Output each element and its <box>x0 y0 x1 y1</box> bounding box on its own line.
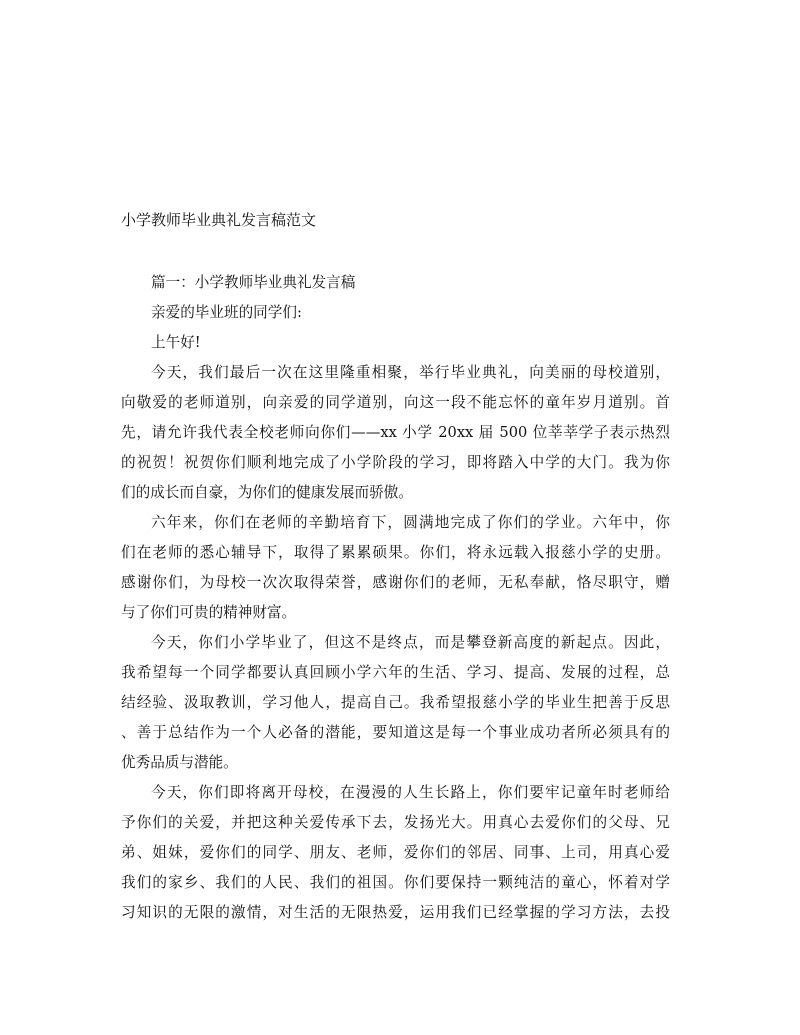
text-line: 予你们的关爱，并把这种关爱传承下去，发扬光大。用真心去爱你们的父母、兄 <box>121 814 670 831</box>
text-line: 的祝贺！祝贺你们顺利地完成了小学阶段的学习，即将踏入中学的大门。我为你 <box>121 454 670 471</box>
text-line: 今天，我们最后一次在这里隆重相聚，举行毕业典礼，向美丽的母校道别， <box>151 364 670 381</box>
text-line: 习知识的无限的激情，对生活的无限热爱，运用我们已经掌握的学习方法，去投 <box>121 904 670 921</box>
text-line: 先，请允许我代表全校老师向你们——xx 小学 20xx 届 500 位莘莘学子表示热烈 <box>121 424 670 441</box>
text-line: 向敬爱的老师道别，向亲爱的同学道别，向这一段不能忘怀的童年岁月道别。首 <box>121 394 670 411</box>
text-line: 今天，你们即将离开母校，在漫漫的人生长路上，你们要牢记童年时老师给 <box>151 784 670 801</box>
text-line: 优秀品质与潜能。 <box>121 754 238 771</box>
text-line: 篇一：小学教师毕业典礼发言稿 <box>151 274 356 291</box>
text-line: 们在老师的悉心辅导下，取得了累累硕果。你们，将永远载入报慈小学的史册。 <box>121 544 670 561</box>
text-line: 感谢你们，为母校一次次取得荣誉，感谢你们的老师，无私奉献，恪尽职守，赠 <box>121 574 670 591</box>
text-line: 们的成长而自豪，为你们的健康发展而骄傲。 <box>121 484 413 501</box>
text-line: 与了你们可贵的精神财富。 <box>121 604 297 621</box>
document-title: 小学教师毕业典礼发言稿范文 <box>121 211 317 229</box>
text-line: 结经验、汲取教训，学习他人，提高自己。我希望报慈小学的毕业生把善于反思 <box>121 694 670 711</box>
text-line: 六年来，你们在老师的辛勤培育下，圆满地完成了你们的学业。六年中，你 <box>151 514 670 531</box>
text-line: 我们的家乡、我们的人民、我们的祖国。你们要保持一颗纯洁的童心，怀着对学 <box>121 874 670 891</box>
document-body <box>121 268 670 928</box>
text-line: 上午好! <box>151 334 201 351</box>
text-line: 今天，你们小学毕业了，但这不是终点，而是攀登新高度的新起点。因此， <box>151 634 670 651</box>
text-line: 我希望每一个同学都要认真回顾小学六年的生活、学习、提高、发展的过程，总 <box>121 664 670 681</box>
text-line: 、善于总结作为一个人必备的潜能，要知道这是每一个事业成功者所必须具有的 <box>121 724 670 741</box>
text-line: 弟、姐妹，爱你们的同学、朋友、老师，爱你们的邻居、同事、上司，用真心爱 <box>121 844 670 861</box>
text-line: 亲爱的毕业班的同学们: <box>151 304 302 321</box>
